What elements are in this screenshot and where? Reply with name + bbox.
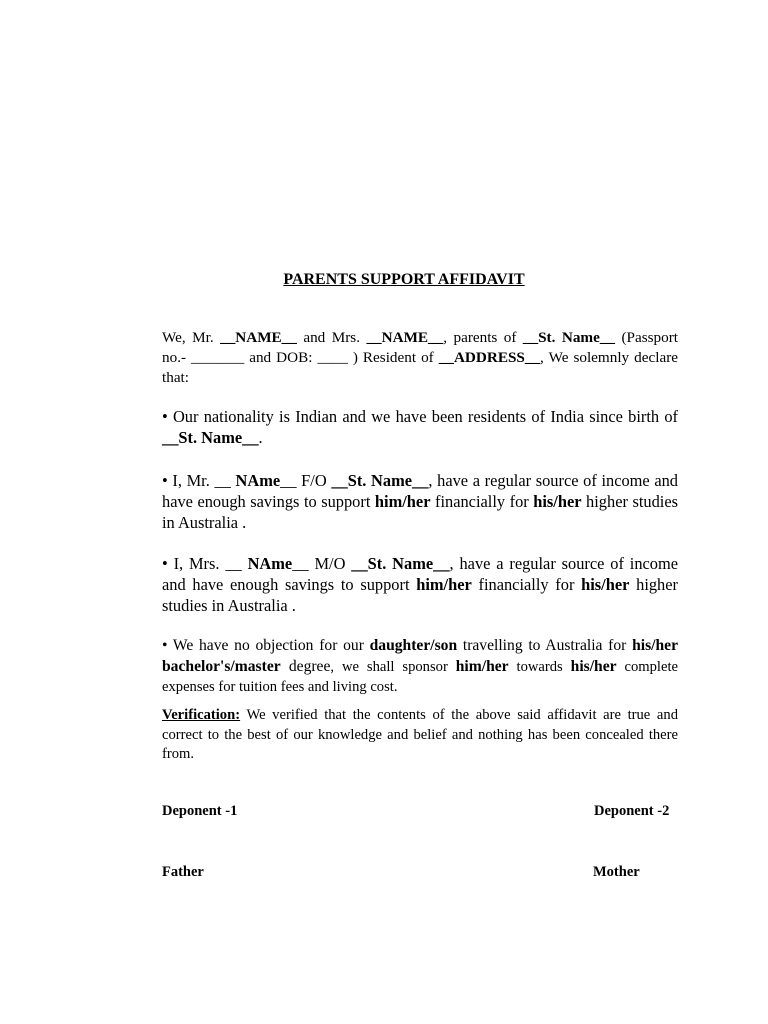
point-text: financially for [471, 575, 582, 594]
point-text: , have a regular source of income and have enough savings to support [162, 471, 678, 511]
intro-text: , parents of [443, 329, 523, 346]
verification-paragraph [162, 706, 678, 765]
point-text: . [258, 428, 263, 447]
point-text: __ F/O [280, 471, 332, 490]
point-text: • Our nationality is Indian and we have been residents of India since birth of [162, 407, 678, 426]
point-text: financially for [430, 492, 534, 511]
point-father-support [162, 470, 678, 533]
student-name-placeholder: __St. Name__ [522, 329, 616, 346]
mother-label: Mother [593, 864, 640, 880]
pronoun-placeholder: him/her [416, 575, 472, 594]
verification-text: We verified that the contents of the above said affidavit are true and correct to the best of our knowledge and belief and nothing has been concealed there from. [162, 707, 678, 762]
deponent-2-label: Deponent -2 [594, 803, 670, 819]
address-placeholder: __ADDRESS__ [438, 349, 541, 366]
point-text: towards [508, 658, 571, 675]
point-text: • I, Mrs. __ [162, 554, 248, 573]
degree-placeholder: his/her bachelor's/master [162, 637, 679, 675]
pronoun-placeholder: him/her [455, 657, 509, 675]
father-name-placeholder: __NAME__ [220, 329, 297, 346]
point-text: travelling to Australia for [457, 637, 633, 654]
pronoun-placeholder: his/her [570, 657, 617, 675]
document-title: PARENTS SUPPORT AFFIDAVIT [283, 271, 525, 288]
mother-name-placeholder: __NAME__ [366, 329, 444, 346]
intro-text: , We solemnly declare that: [162, 349, 678, 386]
point-no-objection [162, 636, 678, 698]
mother-name-placeholder: NAme [247, 554, 293, 573]
intro-paragraph [162, 328, 678, 388]
daughter-son-placeholder: daughter/son [369, 637, 458, 654]
father-label: Father [162, 864, 204, 880]
verification-label: Verification: [162, 707, 241, 723]
point-text: • I, Mr. __ [162, 471, 236, 490]
pronoun-placeholder: his/her [533, 492, 582, 511]
intro-text: (Passport no.- _______ and DOB: ____ ) Resident of [162, 329, 679, 366]
point-text: higher studies in Australia . [162, 492, 678, 532]
point-text: , we shall sponsor [330, 658, 456, 675]
point-text: • We have no objection for our [162, 637, 370, 654]
father-name-placeholder: NAme [235, 471, 281, 490]
point-mother-support [162, 553, 678, 616]
point-text: degree [280, 657, 331, 675]
point-nationality [162, 406, 678, 448]
intro-text: and Mrs. [296, 329, 367, 346]
student-name-placeholder: __St. Name__ [162, 428, 259, 447]
point-text: complete expenses for tuition fees and living cost. [162, 658, 678, 695]
pronoun-placeholder: his/her [581, 575, 630, 594]
point-text: , have a regular source of income and have enough savings to support [162, 554, 679, 594]
deponent-1-label: Deponent -1 [162, 803, 238, 819]
intro-text: We, Mr. [162, 329, 221, 346]
student-name-placeholder: __St. Name__ [331, 471, 429, 490]
point-text: higher studies in Australia . [162, 575, 678, 615]
point-text: __ M/O [292, 554, 352, 573]
student-name-placeholder: __St. Name__ [351, 554, 450, 573]
pronoun-placeholder: him/her [374, 492, 431, 511]
